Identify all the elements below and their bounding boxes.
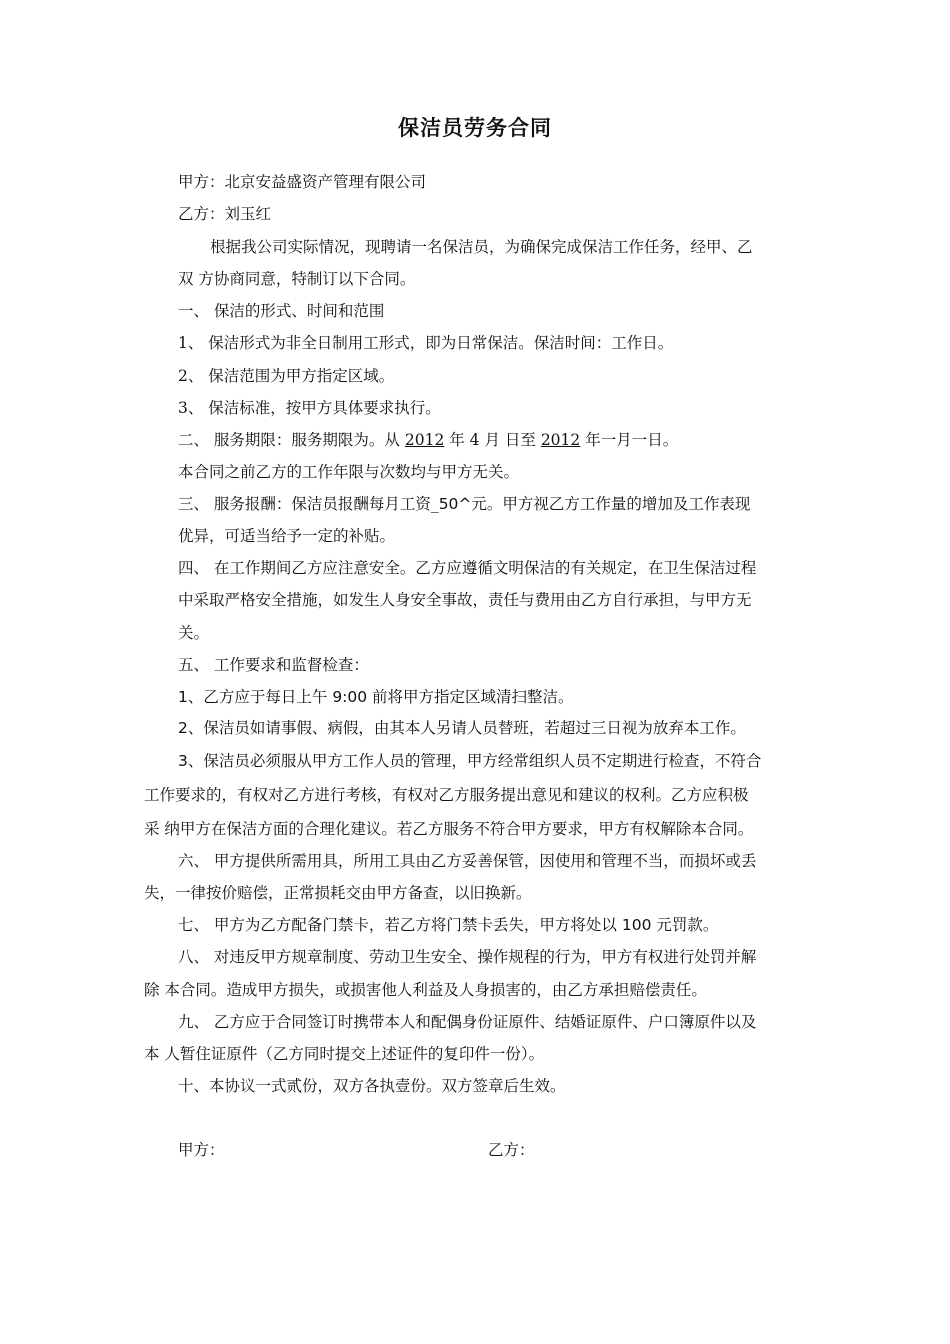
section-10-line: 十、本协议一式贰份，双方各执壹份。双方签章后生效。 (178, 1077, 566, 1095)
term-middle: 年 4 月 日至 (444, 431, 541, 449)
section-5-item-3-cont-2: 采 纳甲方在保洁方面的合理化建议。若乙方服务不符合甲方要求，甲方有权解除本合同。 (144, 820, 754, 838)
section-1-heading: 一、 保洁的形式、时间和范围 (178, 302, 385, 320)
term-end-year: 2012 (540, 431, 581, 449)
signature-party-b: 乙方： (488, 1141, 535, 1159)
fine-prefix: 七、 甲方为乙方配备门禁卡，若乙方将门禁卡丢失，甲方将处以 (178, 916, 622, 934)
section-2-note: 本合同之前乙方的工作年限与次数均与甲方无关。 (178, 463, 520, 481)
fine-amount: 100 (621, 916, 652, 934)
section-1-item-1: 1、 保洁形式为非全日制用工形式，即为日常保洁。保洁时间：工作日。 (178, 334, 674, 352)
item-1-suffix: 前将甲方指定区域清扫整洁。 (367, 688, 574, 706)
section-9-line-1: 九、 乙方应于合同签订时携带本人和配偶身份证原件、结婚证原件、户口簿原件以及 (178, 1013, 757, 1031)
term-prefix: 二、 服务期限：服务期限为。从 (178, 431, 405, 449)
section-7-line (178, 915, 718, 935)
section-4-line-1: 四、 在工作期间乙方应注意安全。乙方应遵循文明保洁的有关规定，在卫生保洁过程 (178, 559, 757, 577)
section-4-line-3: 关。 (178, 624, 210, 642)
section-3-cont: 优异，可适当给予一定的补贴。 (178, 527, 396, 545)
pay-prefix: 三、 服务报酬：保洁员报酬每月工资_ (178, 495, 439, 513)
item-number: 3 (178, 752, 188, 770)
section-3-pay (178, 494, 750, 514)
section-2-term (178, 430, 678, 450)
section-1-item-3: 3、 保洁标准，按甲方具体要求执行。 (178, 399, 441, 417)
signature-party-a: 甲方： (178, 1141, 225, 1159)
section-9-line-2: 本 人暂住证原件（乙方同时提交上述证件的复印件一份）。 (144, 1045, 545, 1063)
section-5-item-3-cont-1: 工作要求的，有权对乙方进行考核，有权对乙方服务提出意见和建议的权利。乙方应积极 (144, 786, 749, 804)
section-5-item-1 (178, 687, 574, 707)
intro-line-2: 双 方协商同意，特制订以下合同。 (178, 270, 416, 288)
item-3-text: 、保洁员必须服从甲方工作人员的管理，甲方经常组织人员不定期进行检查，不符合 (187, 752, 762, 770)
intro-line-1: 根据我公司实际情况，现聘请一名保洁员，为确保完成保洁工作任务，经甲、乙 (210, 238, 753, 256)
party-b-line: 乙方：刘玉红 (178, 205, 272, 223)
section-8-line-1: 八、 对违反甲方规章制度、劳动卫生安全、操作规程的行为，甲方有权进行处罚并解 (178, 948, 757, 966)
document-title: 保洁员劳务合同 (398, 116, 552, 140)
fine-suffix: 元罚款。 (651, 916, 719, 934)
section-5-item-2 (178, 718, 746, 738)
term-start-year: 2012 (404, 431, 445, 449)
term-suffix: 年一月一日。 (580, 431, 679, 449)
item-number: 2 (178, 719, 188, 737)
item-1-time: 9:00 (332, 688, 368, 706)
item-number: 1 (178, 688, 188, 706)
item-2-text: 、保洁员如请事假、病假，由其本人另请人员替班，若超过三日视为放弃本工作。 (187, 719, 746, 737)
section-8-line-2: 除 本合同。造成甲方损失，或损害他人利益及人身损害的，由乙方承担赔偿责任。 (144, 981, 707, 999)
section-6-line-1: 六、 甲方提供所需用具，所用工具由乙方妥善保管，因使用和管理不当，而损坏或丢 (178, 852, 757, 870)
pay-suffix: 元。甲方视乙方工作量的增加及工作表现 (471, 495, 751, 513)
section-6-line-2: 失，一律按价赔偿，正常损耗交由甲方备查，以旧换新。 (144, 884, 532, 902)
party-a-line: 甲方：北京安益盛资产管理有限公司 (178, 173, 427, 191)
pay-amount: 50^ (438, 495, 472, 513)
section-4-line-2: 中采取严格安全措施，如发生人身安全事故，责任与费用由乙方自行承担，与甲方无 (178, 591, 752, 609)
section-1-item-2: 2、 保洁范围为甲方指定区域。 (178, 367, 395, 385)
section-5-heading: 五、 工作要求和监督检查： (178, 656, 369, 674)
item-1-prefix: 、乙方应于每日上午 (187, 688, 333, 706)
section-5-item-3 (178, 751, 761, 771)
